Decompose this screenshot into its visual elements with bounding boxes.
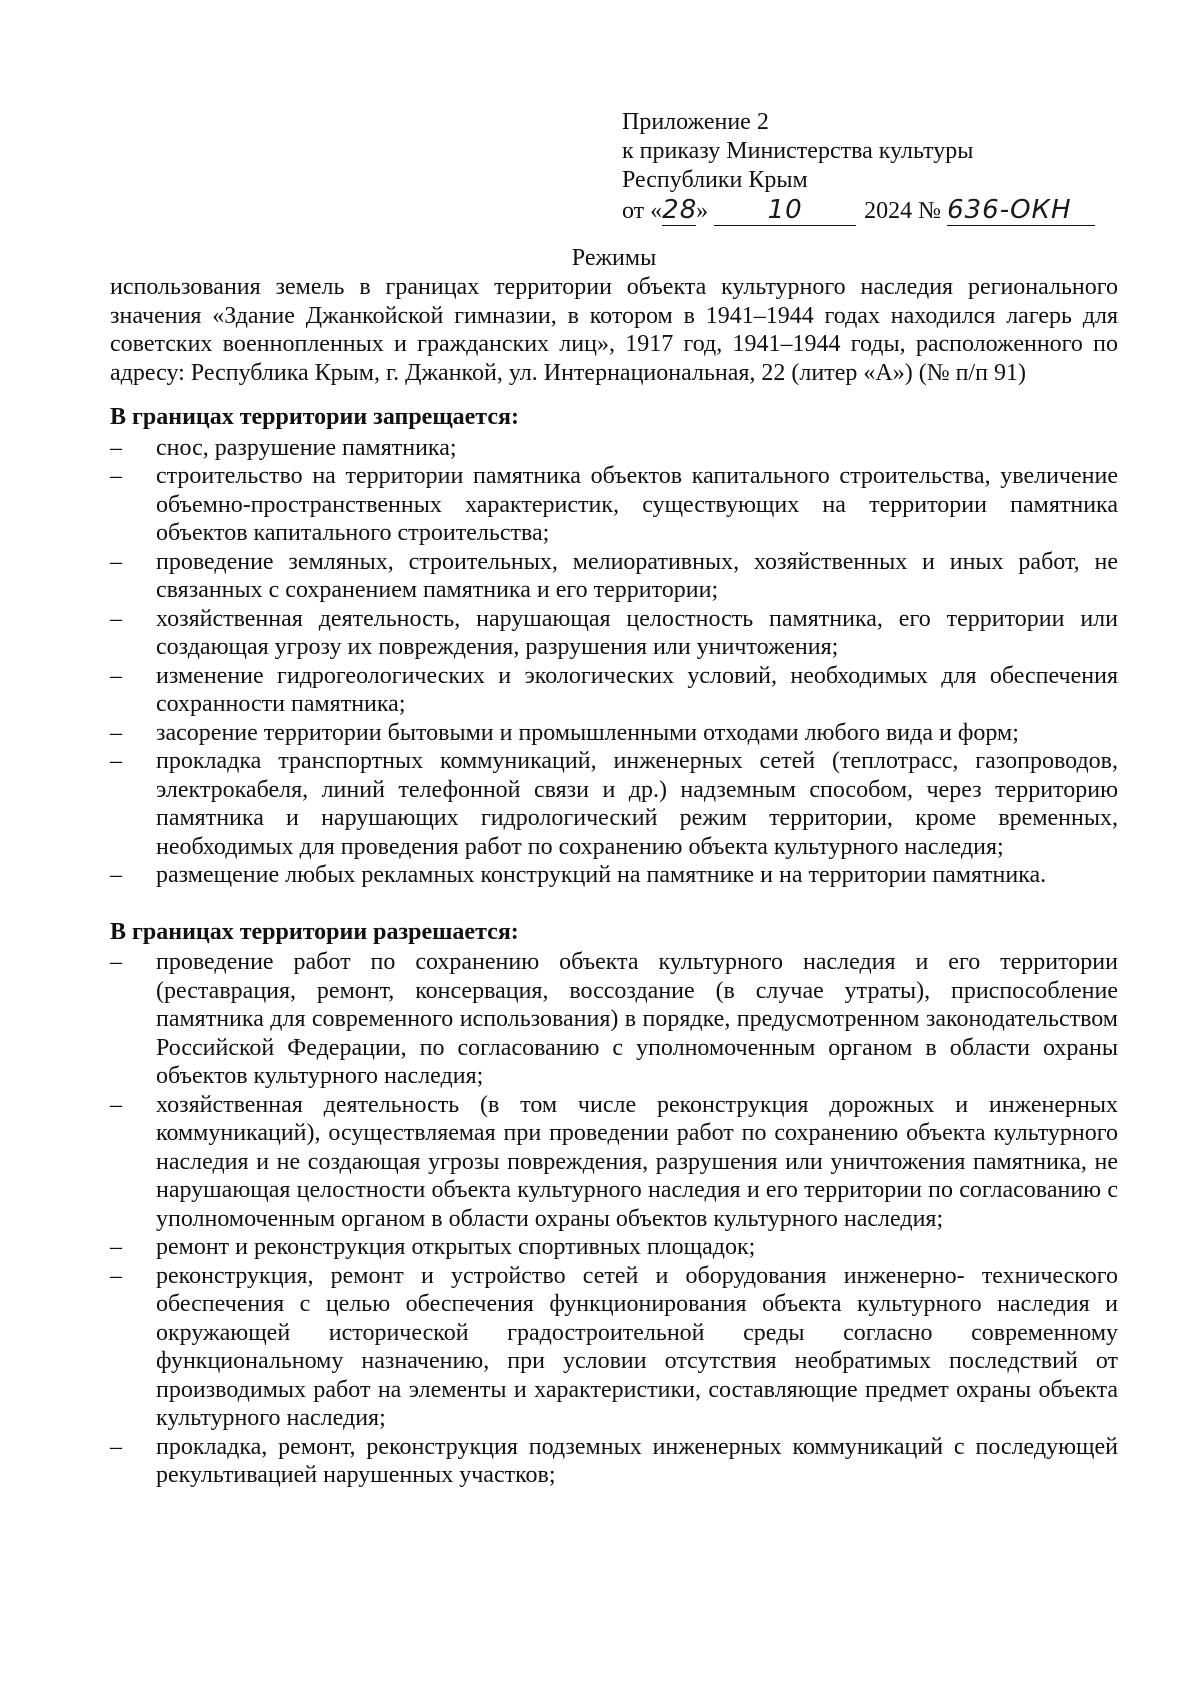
- list-item-text: засорение территории бытовыми и промышленными отходами любого вида и форм;: [156, 719, 1019, 746]
- list-dash: –: [110, 548, 122, 575]
- list-dash: –: [110, 1234, 122, 1260]
- date-year-number: 2024 №: [864, 198, 942, 224]
- list-item: [110, 861, 1118, 890]
- order-date-row: [622, 195, 1142, 226]
- list-item: [110, 1433, 1118, 1490]
- appendix-ministry: Республики Крым: [622, 167, 808, 193]
- list-item: [110, 605, 1118, 662]
- list-dash: –: [110, 949, 122, 975]
- list-dash: –: [110, 719, 122, 746]
- appendix-header: [622, 108, 1142, 226]
- list-item-text: проведение работ по сохранению объекта культурного наследия и его территории (реставрация, ремонт, консервация, воссоздание (в случае утраты), приспособление памятника для современного использования) в порядке, предусмотренном законодательством Российской Федерации, по согласованию с уполномоченным органом в области охраны объектов культурного наследия;: [156, 949, 1118, 1089]
- list-item-text: прокладка, ремонт, реконструкция подземных инженерных коммуникаций с последующей рекультивацией нарушенных участков;: [156, 1433, 1118, 1488]
- list-dash: –: [110, 748, 122, 774]
- date-month-handwritten: 10: [714, 195, 856, 226]
- list-item: [110, 462, 1118, 548]
- list-item: [110, 1233, 1118, 1262]
- list-item: [110, 548, 1118, 605]
- prohibited-heading: В границах территории запрещается:: [110, 404, 519, 430]
- list-item-text: проведение земляных, строительных, мелиоративных, хозяйственных и иных работ, не связанных с сохранением памятника и его территории;: [156, 548, 1118, 603]
- list-item-text: прокладка транспортных коммуникаций, инженерных сетей (теплотрасс, газопроводов, электрокабеля, линий телефонной связи и др.) надземным способом, через территорию памятника и нарушающих гидрологический режим территории, кроме временных, необходимых для проведения работ по сохранению объекта культурного наследия;: [156, 748, 1118, 860]
- list-item-text: строительство на территории памятника объектов капитального строительства, увеличение объемно-пространственных характеристик, существующих на территории памятника объектов капитального строительства;: [156, 463, 1118, 546]
- document-title: Режимы: [571, 245, 657, 271]
- list-dash: –: [110, 434, 122, 461]
- list-item: [110, 1262, 1118, 1433]
- list-item-text: хозяйственная деятельность (в том числе реконструкция дорожных и инженерных коммуникаций), осуществляемая при проведении работ по сохранению объекта культурного наследия и не создающая угрозы повреждения, разрушения или уничтожения памятника, не нарушающая целостности объекта культурного наследия и его территории по согласованию с уполномоченным органом в области охраны объектов культурного наследия;: [156, 1091, 1118, 1232]
- list-item: [110, 434, 1118, 463]
- list-item-text: реконструкция, ремонт и устройство сетей и оборудования инженерно- технического обеспечения с целью обеспечения функционирования объекта культурного наследия и окружающей исторической градостроительной среды согласно современному функциональному назначению, при условии отсутствия необратимых последствий от производимых работ на элементы и характеристики, составляющие предмет охраны объекта культурного наследия;: [156, 1262, 1118, 1431]
- list-dash: –: [110, 862, 122, 888]
- list-dash: –: [110, 463, 122, 489]
- order-number-handwritten: 636-ОКН: [947, 195, 1095, 226]
- list-item-text: хозяйственная деятельность, нарушающая целостность памятника, его территории или создающая угрозу их повреждения, разрушения или уничтожения;: [156, 605, 1118, 660]
- list-item-text: размещение любых рекламных конструкций на памятнике и на территории памятника.: [156, 862, 1047, 888]
- appendix-order-ref: к приказу Министерства культуры: [622, 138, 974, 164]
- date-mid: »: [696, 198, 709, 224]
- list-item-text: изменение гидрогеологических и экологических условий, необходимых для обеспечения сохранности памятника;: [156, 662, 1118, 717]
- list-item-text: снос, разрушение памятника;: [156, 434, 457, 461]
- prohibited-list: [110, 434, 1118, 890]
- list-item-text: ремонт и реконструкция открытых спортивных площадок;: [156, 1234, 756, 1260]
- allowed-list: [110, 948, 1118, 1490]
- list-dash: –: [110, 1091, 122, 1118]
- list-dash: –: [110, 1433, 122, 1460]
- list-item: [110, 1091, 1118, 1234]
- list-dash: –: [110, 605, 122, 632]
- list-item: [110, 948, 1118, 1091]
- appendix-label: Приложение 2: [622, 109, 769, 135]
- list-dash: –: [110, 1262, 122, 1289]
- allowed-heading: В границах территории разрешается:: [110, 918, 519, 945]
- list-dash: –: [110, 662, 122, 689]
- document-body: [110, 273, 1118, 1490]
- list-item: [110, 747, 1118, 861]
- list-item: [110, 719, 1118, 748]
- intro-paragraph: использования земель в границах территории объекта культурного наследия регионального значения «Здание Джанкойской гимназии, в котором в 1941–1944 годах находился лагерь для советских военнопленных и гражданских лиц», 1917 год, 1941–1944 годы, расположенного по адресу: Республика Крым, г. Джанкой, ул. Интернациональная, 22 (литер «А») (№ п/п 91): [110, 274, 1118, 386]
- date-prefix: от «: [622, 198, 663, 224]
- date-day-handwritten: 28: [662, 195, 698, 225]
- list-item: [110, 662, 1118, 719]
